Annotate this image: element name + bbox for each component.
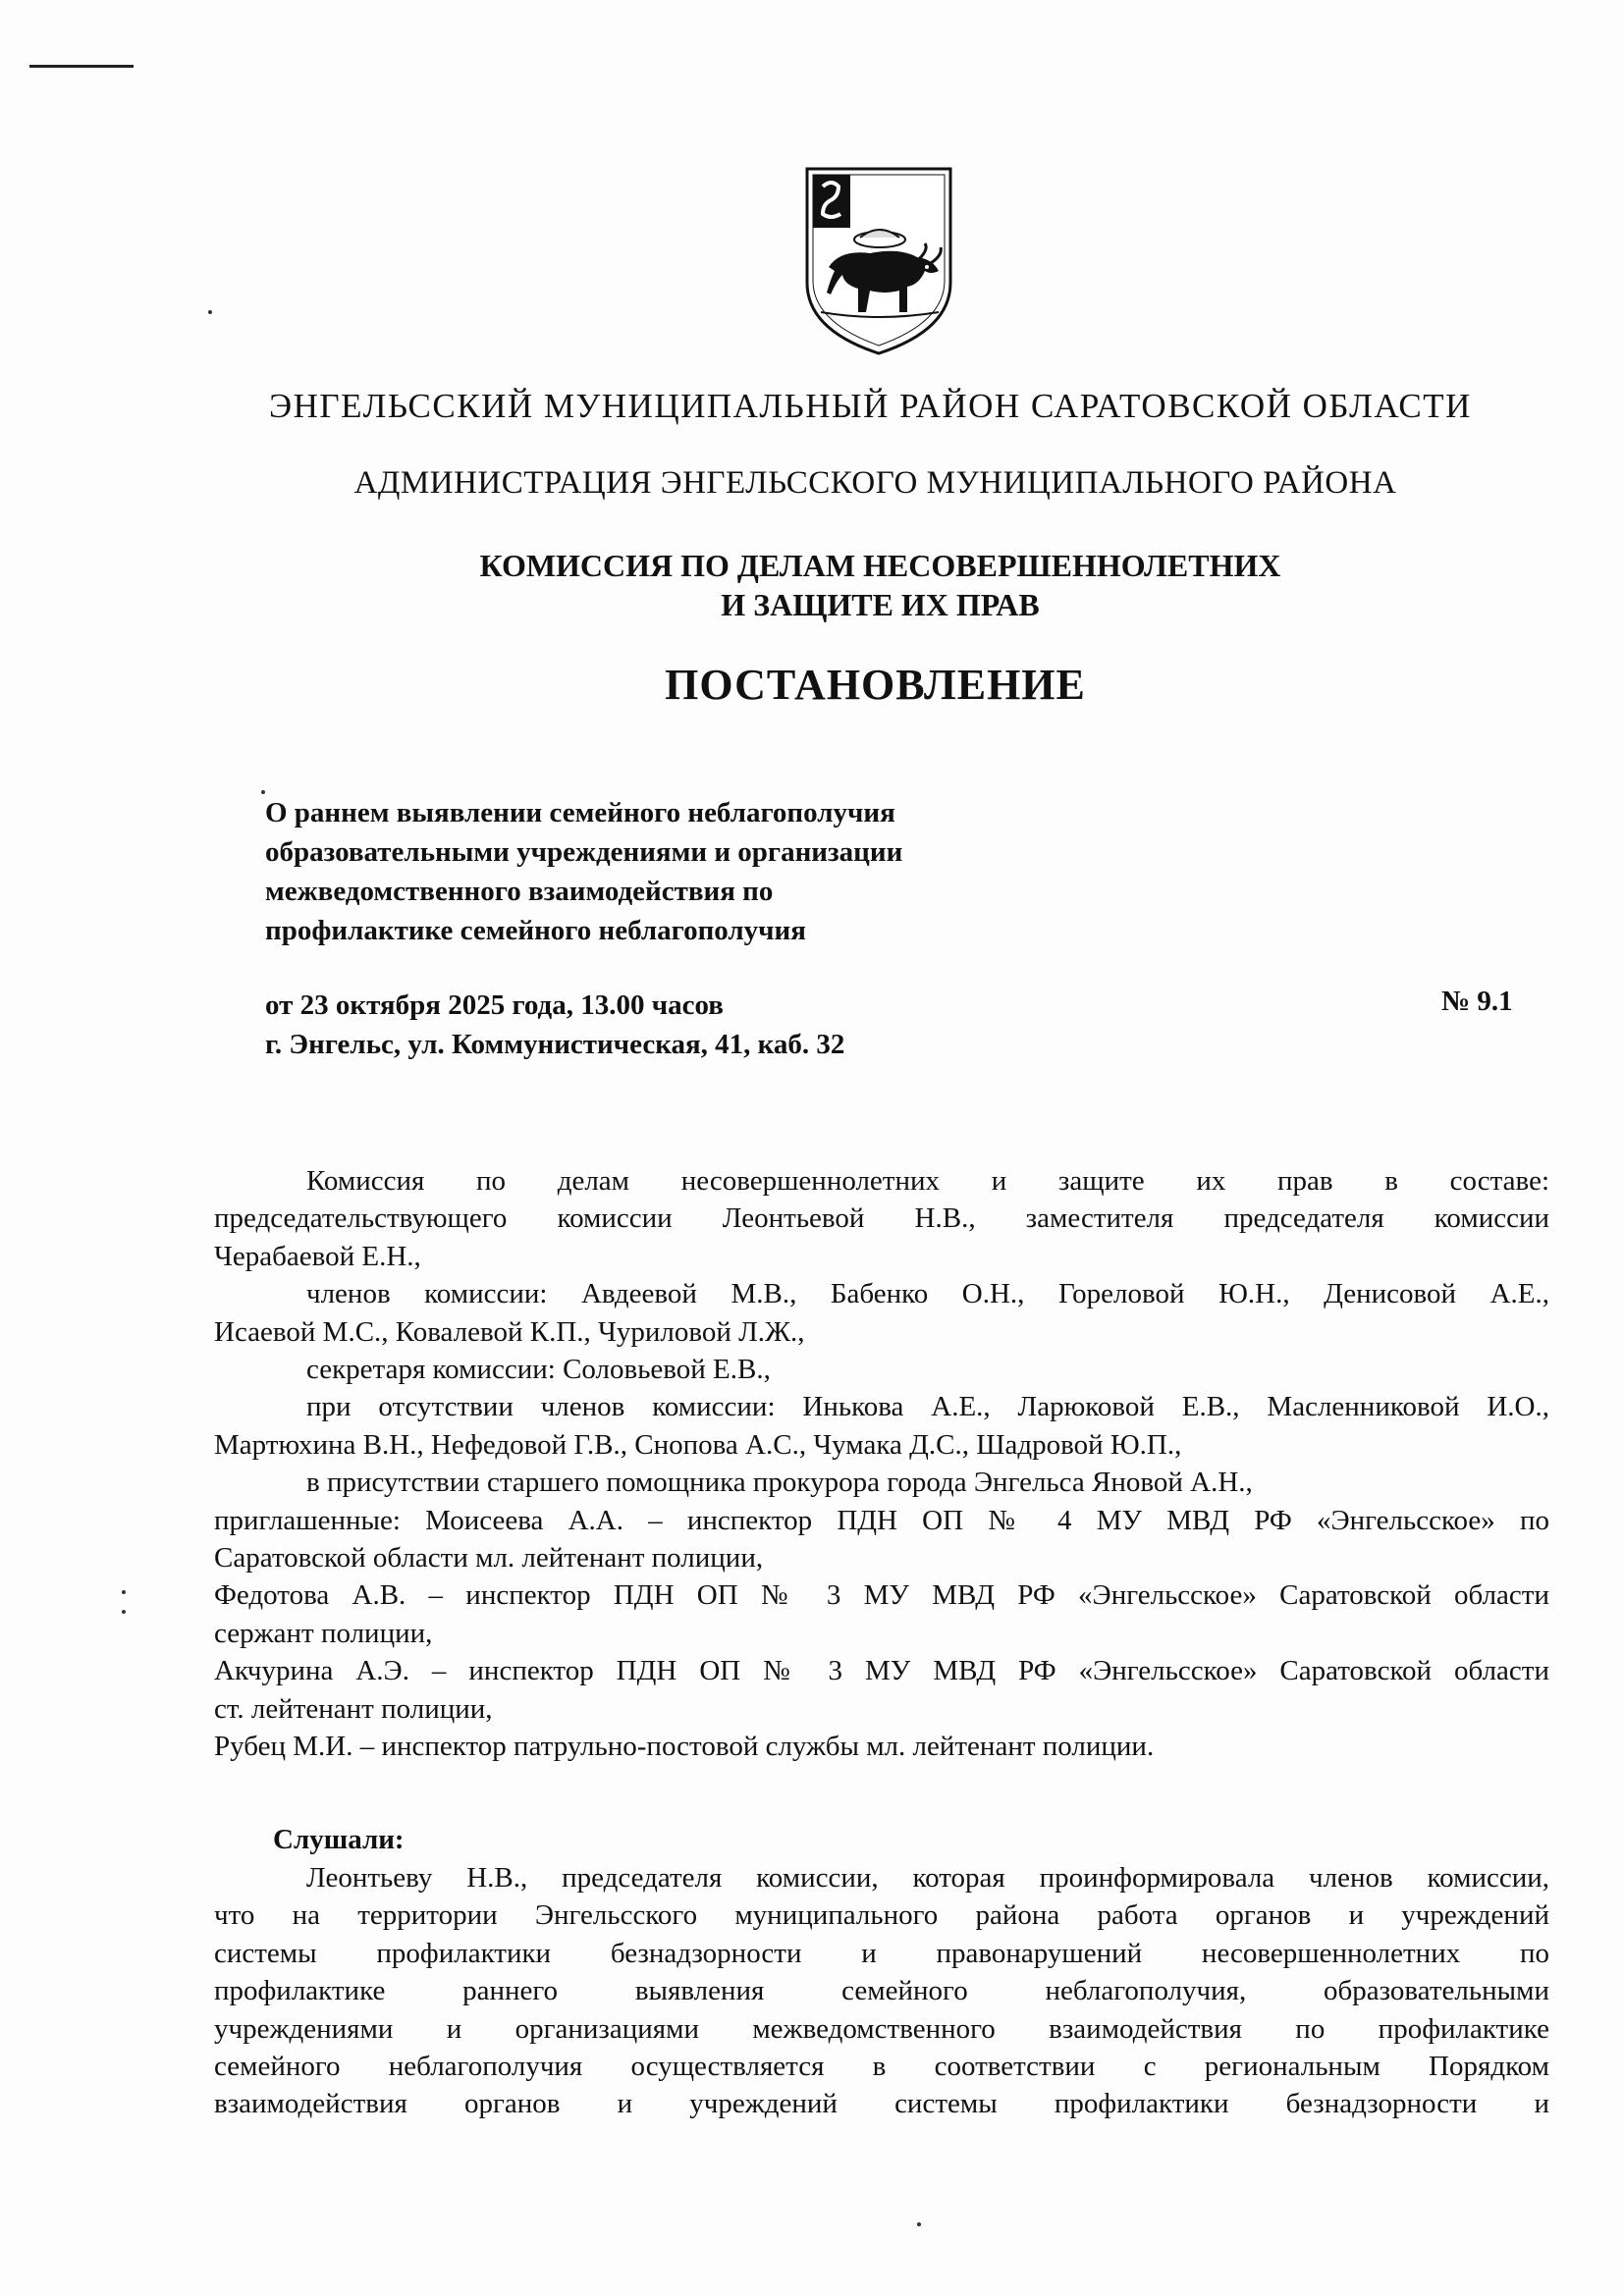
subject-line: образовательными учреждениями и организации: [265, 836, 903, 868]
composition-line: Мартюхина В.Н., Нефедовой Г.В., Снопова А.С., Чумака Д.С., Шадровой Ю.П.,: [214, 1428, 1182, 1461]
commission-composition: [214, 1162, 1549, 1766]
composition-line: Комиссия по делам несовершеннолетних и защите их прав в составе:: [306, 1165, 1549, 1197]
scan-speck: [122, 1610, 126, 1614]
heard-line: семейного неблагополучия осуществляется в соответствии с региональным Порядком: [214, 2051, 1549, 2083]
meeting-details: [265, 986, 844, 1064]
composition-line: Рубец М.И. – инспектор патрульно-постовой службы мл. лейтенант полиции.: [214, 1731, 1155, 1763]
heard-line: профилактике раннего выявления семейного неблагополучия, образовательными: [214, 1975, 1549, 2007]
heard-line: что на территории Энгельсского муниципального района работа органов и учреждений: [214, 1899, 1549, 1932]
subject-line: межведомственного взаимодействия по: [265, 876, 774, 907]
composition-line: Акчурина А.Э. – инспектор ПДН ОП № 3 МУ МВД РФ «Энгельсское» Саратовской области: [214, 1655, 1549, 1687]
composition-line: Федотова А.В. – инспектор ПДН ОП № 3 МУ МВД РФ «Энгельсское» Саратовской области: [214, 1579, 1549, 1612]
commission-title-line: КОМИССИЯ ПО ДЕЛАМ НЕСОВЕРШЕННОЛЕТНИХ: [479, 548, 1281, 583]
heard-line: системы профилактики безнадзорности и правонарушений несовершеннолетних по: [214, 1937, 1549, 1969]
district-title: ЭНГЕЛЬССКИЙ МУНИЦИПАЛЬНЫЙ РАЙОН САРАТОВСКОЙ ОБЛАСТИ: [269, 387, 1472, 425]
composition-line: Исаевой М.С., Ковалевой К.П., Чуриловой Л.Ж.,: [214, 1315, 805, 1348]
heard-section-text: [214, 1859, 1549, 2123]
commission-title-line: И ЗАЩИТЕ ИХ ПРАВ: [721, 587, 1040, 622]
heard-section-label: Слушали:: [273, 1824, 405, 1855]
composition-line: в присутствии старшего помощника прокурора города Энгельса Яновой А.Н.,: [306, 1467, 1253, 1499]
subject-line: О раннем выявлении семейного неблагополучия: [265, 797, 895, 828]
scan-speck: [917, 2222, 921, 2226]
meeting-date: от 23 октября 2025 года, 13.00 часов: [265, 989, 724, 1021]
coat-of-arms-bull-icon: [801, 165, 956, 357]
subject-line: профилактике семейного неблагополучия: [265, 915, 806, 946]
meeting-place: г. Энгельс, ул. Коммунистическая, 41, каб. 32: [265, 1029, 845, 1060]
scan-speck: [261, 790, 265, 794]
scan-speck: [122, 1590, 126, 1594]
heard-line: Леонтьеву Н.В., председателя комиссии, которая проинформировала членов комиссии,: [306, 1862, 1549, 1894]
administration-title: АДМИНИСТРАЦИЯ ЭНГЕЛЬССКОГО МУНИЦИПАЛЬНОГО РАЙОНА: [353, 465, 1397, 501]
document-type-title: ПОСТАНОВЛЕНИЕ: [665, 661, 1086, 709]
scan-corner-mark: [29, 65, 134, 68]
heard-line: взаимодействия органов и учреждений системы профилактики безнадзорности и: [214, 2088, 1549, 2120]
composition-line: секретаря комиссии: Соловьевой Е.В.,: [306, 1354, 771, 1386]
composition-line: при отсутствии членов комиссии: Инькова А.Е., Ларюковой Е.В., Масленниковой И.О.,: [306, 1391, 1549, 1423]
scan-speck: [208, 310, 212, 314]
composition-line: сержант полиции,: [214, 1617, 433, 1649]
composition-line: Черабаевой Е.Н.,: [214, 1240, 421, 1272]
decree-subject: [265, 793, 902, 950]
composition-line: председательствующего комиссии Леонтьевой Н.В., заместителя председателя комиссии: [214, 1202, 1549, 1235]
composition-line: Саратовской области мл. лейтенант полиции,: [214, 1542, 764, 1575]
document-number: № 9.1: [1441, 986, 1513, 1017]
composition-line: ст. лейтенант полиции,: [214, 1692, 493, 1725]
composition-line: приглашенные: Моисеева А.А. – инспектор ПДН ОП № 4 МУ МВД РФ «Энгельсское» по: [214, 1504, 1549, 1536]
heard-line: учреждениями и организациями межведомственного взаимодействия по профилактике: [214, 2012, 1549, 2045]
commission-title: [0, 546, 1623, 624]
composition-line: членов комиссии: Авдеевой М.В., Бабенко О.Н., Гореловой Ю.Н., Денисовой А.Е.,: [306, 1278, 1549, 1310]
